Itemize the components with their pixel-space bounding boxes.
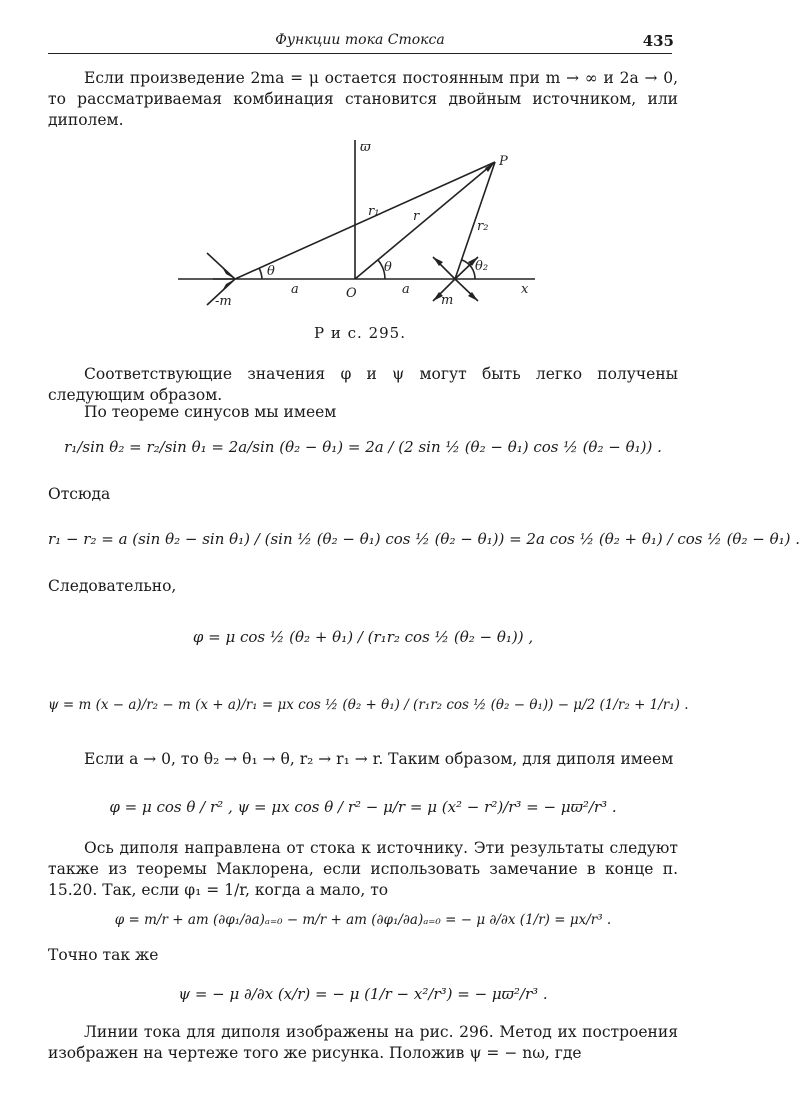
label-r2: r₂ bbox=[477, 219, 489, 234]
word-sledovatelno: Следовательно, bbox=[48, 577, 177, 595]
equation-sine-ratios: r₁/sin θ₂ = r₂/sin θ₁ = 2a/sin (θ₂ − θ₁) = 2a / (2 sin ½ (θ₂ − θ₁) cos ½ (θ₂ − θ₁)) . bbox=[64, 438, 662, 456]
equation-r1-minus-r2: r₁ − r₂ = a (sin θ₂ − sin θ₁) / (sin ½ (θ₂ − θ₁) cos ½ (θ₂ − θ₁)) = 2a cos ½ (θ₂ + θ₁) / cos ½ (θ₂ − θ₁) . bbox=[48, 530, 800, 548]
label-x: x bbox=[521, 282, 529, 297]
label-minus-m: -m bbox=[215, 294, 232, 309]
paragraph-dipole-intro: Если произведение 2ma = μ остается постоянным при m → ∞ и 2a → 0, то рассматриваемая комбинация становится двойным источником, или диполем. bbox=[48, 69, 678, 129]
paragraph-limit: Если a → 0, то θ₂ → θ₁ → θ, r₂ → r₁ → r. Таким образом, для диполя имеем bbox=[84, 750, 674, 768]
word-otsyuda: Отсюда bbox=[48, 485, 111, 503]
label-a-right: a bbox=[402, 282, 410, 297]
label-r1: r₁ bbox=[368, 204, 380, 219]
equation-maclaurin-phi: φ = m/r + am (∂φ₁/∂a)ₐ₌₀ − m/r + am (∂φ₁/∂a)ₐ₌₀ = − μ ∂/∂x (1/r) = μx/r³ . bbox=[114, 912, 612, 928]
running-head: Функции тока Стокса bbox=[275, 32, 445, 48]
equation-maclaurin-psi: ψ = − μ ∂/∂x (x/r) = − μ (1/r − x²/r³) = − μϖ²/r³ . bbox=[178, 985, 548, 1003]
label-theta-mid: θ bbox=[384, 260, 392, 275]
label-theta-left: θ bbox=[267, 264, 275, 279]
label-varpi: ϖ bbox=[360, 140, 371, 155]
paragraph-sine-theorem: По теореме синусов мы имеем bbox=[84, 403, 337, 421]
label-m: m bbox=[441, 293, 454, 308]
header-rule bbox=[48, 53, 672, 54]
label-r: r bbox=[413, 209, 420, 224]
label-P: P bbox=[499, 154, 508, 169]
paragraph-phi-psi: Соответствующие значения φ и ψ могут быть легко получены следующим образом. bbox=[48, 365, 678, 404]
equation-dipole-phi-psi: φ = μ cos θ / r² , ψ = μx cos θ / r² − μ/r = μ (x² − r²)/r³ = − μϖ²/r³ . bbox=[109, 798, 617, 816]
page-number: 435 bbox=[642, 32, 674, 50]
equation-phi: φ = μ cos ½ (θ₂ + θ₁) / (r₁r₂ cos ½ (θ₂ − θ₁)) , bbox=[192, 628, 534, 646]
paragraph-stream-lines: Линии тока для диполя изображены на рис. 296. Метод их построения изображен на чертеже того же рисунка. Положив ψ = − nω, где bbox=[48, 1023, 678, 1062]
equation-psi: ψ = m (x − a)/r₂ − m (x + a)/r₁ = μx cos ½ (θ₂ + θ₁) / (r₁r₂ cos ½ (θ₂ − θ₁)) − μ/2 (1/r₂ + 1/r₁) . bbox=[48, 697, 689, 713]
figure-caption: Р и с. 295. bbox=[314, 324, 406, 342]
word-tochno-tak-zhe: Точно так же bbox=[48, 946, 159, 964]
r1-line bbox=[235, 162, 495, 279]
label-origin: O bbox=[346, 286, 357, 301]
label-theta2: θ₂ bbox=[475, 259, 489, 274]
figure-295 bbox=[160, 135, 560, 320]
paragraph-axis-maclaurin: Ось диполя направлена от стока к источнику. Эти результаты следуют также из теоремы Маклорена, если использовать замечание в конце п. 15.20. Так, если φ₁ = 1/r, когда a мало, то bbox=[48, 839, 678, 899]
label-a-left: a bbox=[291, 282, 299, 297]
